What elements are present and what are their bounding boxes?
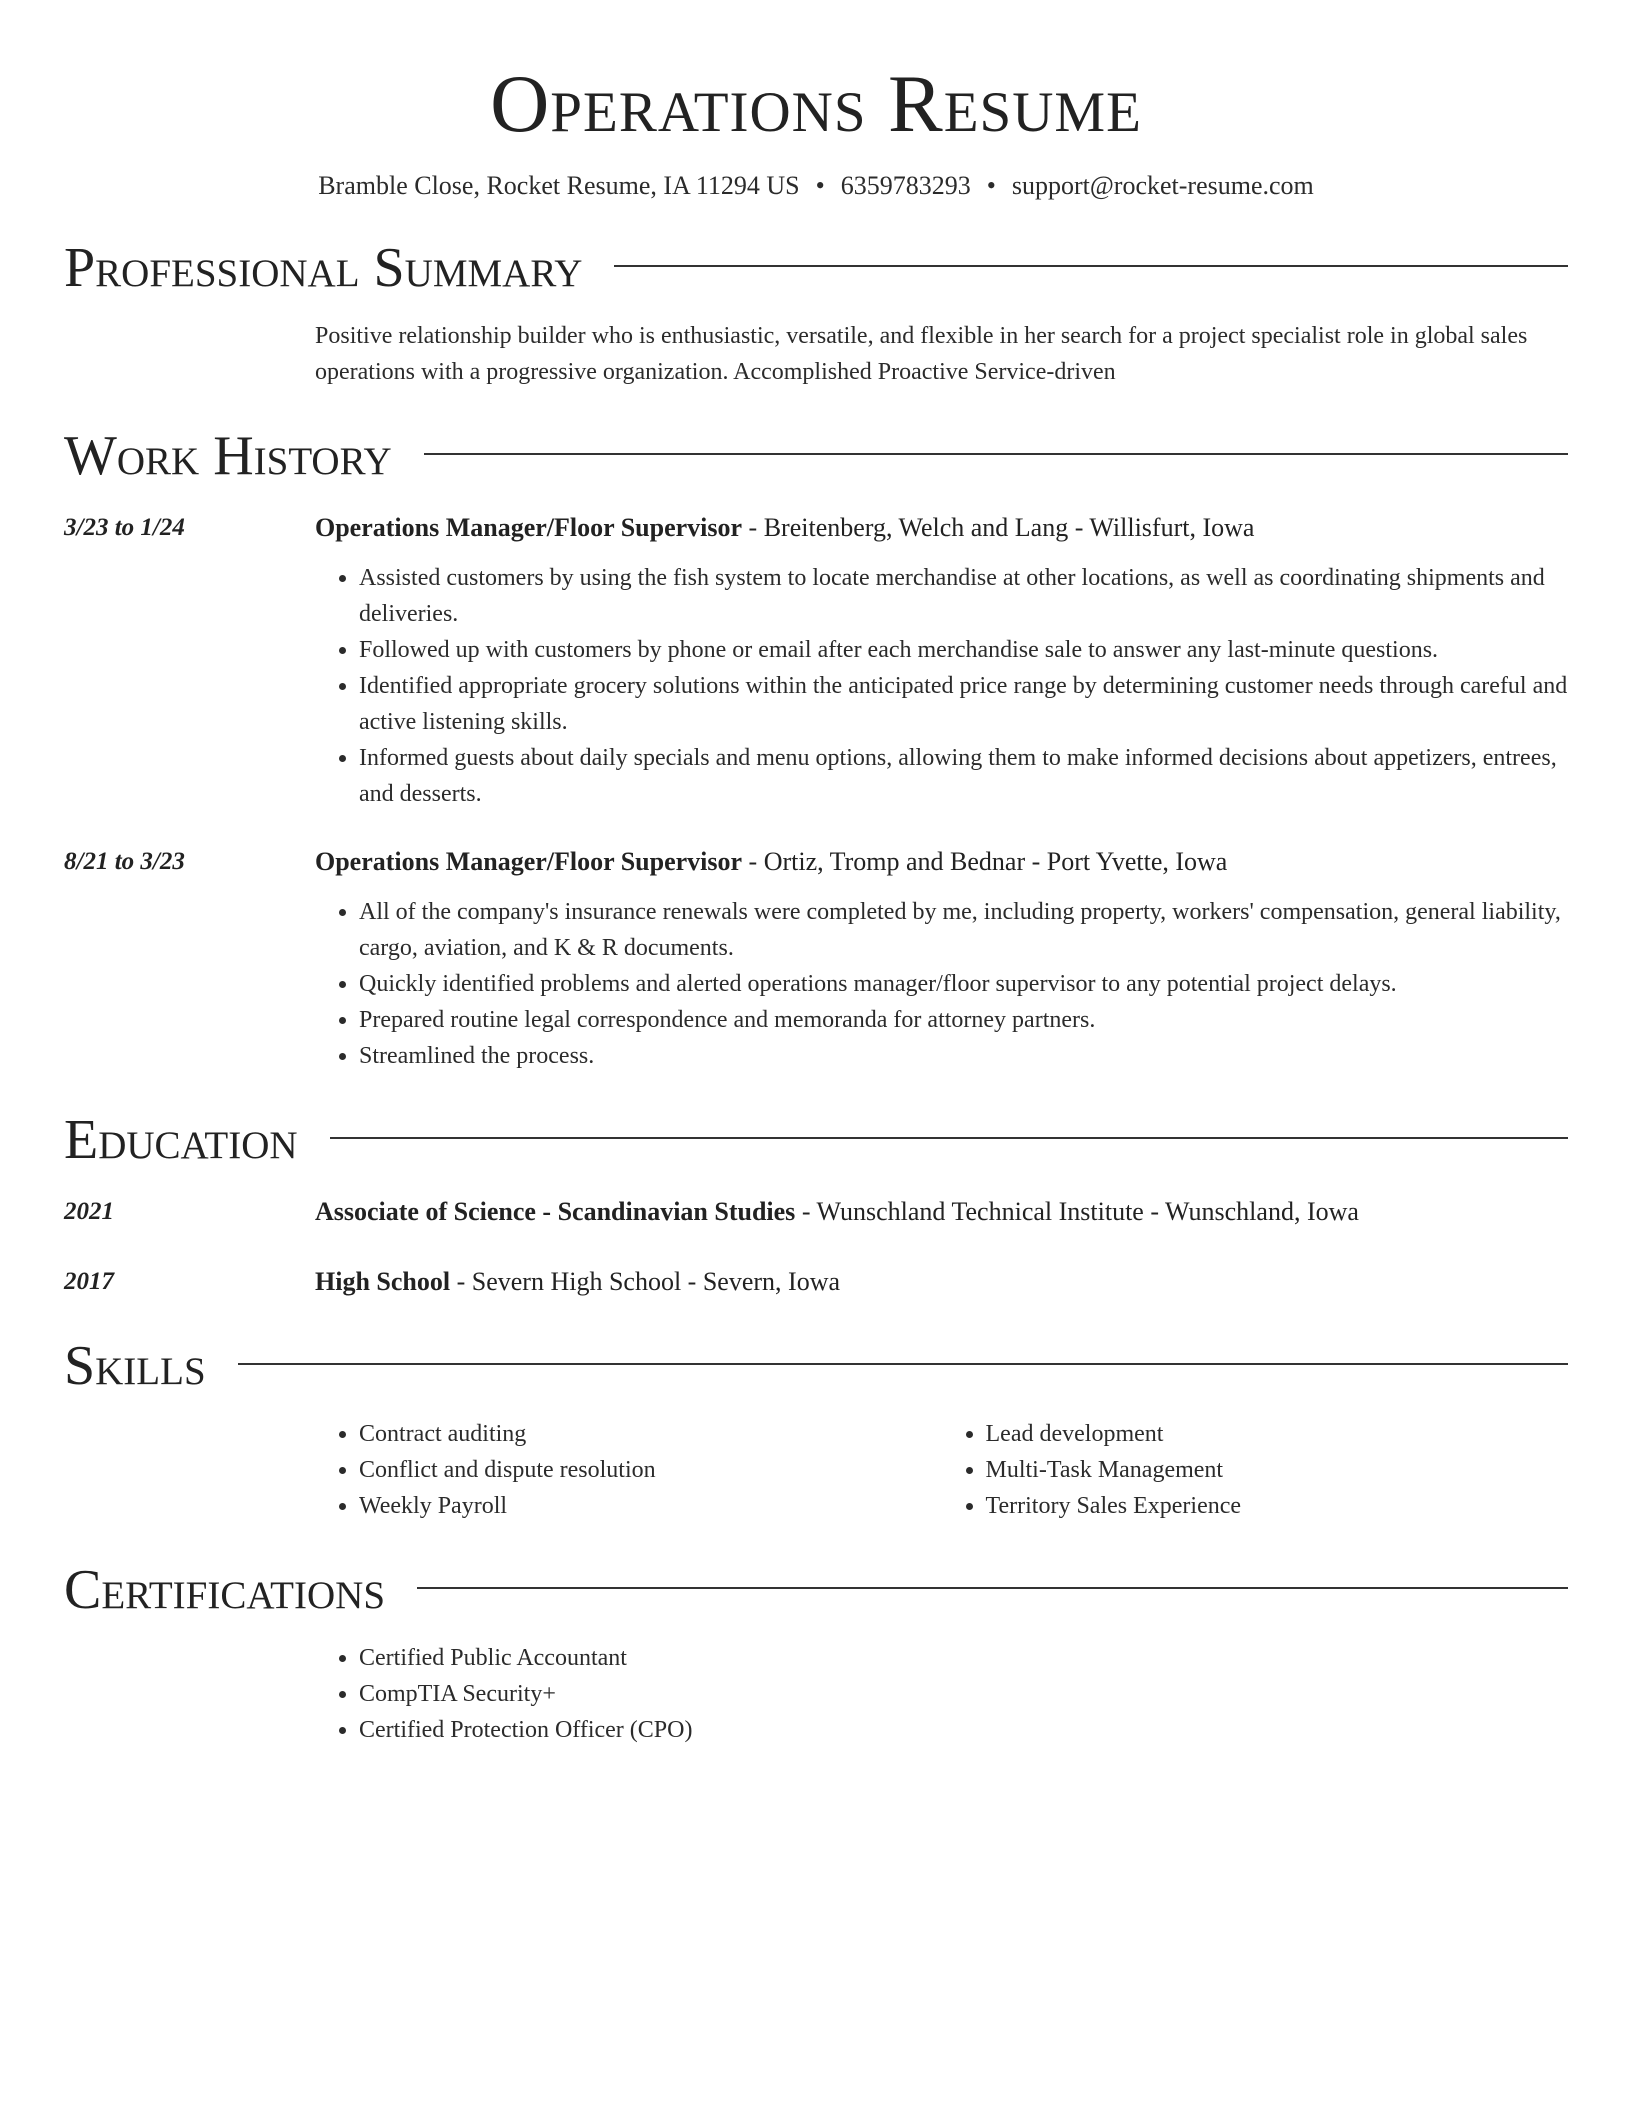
skills-column-left: [315, 1416, 942, 1524]
skills-column-right: [942, 1416, 1569, 1524]
education-school: - Severn High School - Severn, Iowa: [450, 1267, 841, 1296]
job-bullets: [315, 560, 1568, 812]
skill-item: • Contract auditing: [359, 1416, 942, 1452]
education-year: 2021: [64, 1198, 114, 1225]
job-role: Operations Manager/Floor Supervisor: [315, 847, 743, 876]
section-divider: [614, 265, 1568, 267]
education-degree: High School: [315, 1267, 451, 1296]
job-bullet: • Informed guests about daily specials and menu options, allowing them to make informed decisions about appetizers, entrees, and desserts.: [359, 740, 1568, 812]
job-entry: [64, 844, 1568, 1074]
education-line: [315, 1264, 1568, 1300]
job-bullet: • Prepared routine legal correspondence and memoranda for attorney partners.: [359, 1002, 1568, 1038]
contact-email: support@rocket-resume.com: [1011, 171, 1314, 200]
education-entry: [64, 1264, 1568, 1300]
resume-name: Operations Resume: [490, 58, 1142, 149]
certifications-section-title: Certifications: [64, 1559, 386, 1621]
education-degree: Associate of Science - Scandinavian Studies: [315, 1197, 796, 1226]
job-bullet: • Identified appropriate grocery solutions within the anticipated price range by determining customer needs through careful and active listening skills.: [359, 668, 1568, 740]
job-employer: - Ortiz, Tromp and Bednar - Port Yvette, Iowa: [742, 847, 1228, 876]
job-bullets: [315, 894, 1568, 1074]
skill-item: • Multi-Task Management: [986, 1452, 1569, 1488]
summary-text: Positive relationship builder who is enthusiastic, versatile, and flexible in her search for a project specialist role in global sales operations with a progressive organization. Accomplished Proactive Service-driven: [315, 323, 1528, 385]
certification-item: • Certified Protection Officer (CPO): [359, 1712, 1568, 1748]
education-year: 2017: [64, 1268, 114, 1295]
job-bullet: • Assisted customers by using the fish system to locate merchandise at other locations, as well as coordinating shipments and deliveries.: [359, 560, 1568, 632]
job-entry: [64, 510, 1568, 812]
skills-list: [315, 1416, 1568, 1524]
job-bullet: • All of the company's insurance renewals were completed by me, including property, workers' compensation, general liability, cargo, aviation, and K & R documents.: [359, 894, 1568, 966]
job-bullet: • Quickly identified problems and alerted operations manager/floor supervisor to any potential project delays.: [359, 966, 1568, 1002]
education-section-title: Education: [64, 1109, 298, 1171]
job-body: [315, 844, 1568, 1074]
job-bullet: • Followed up with customers by phone or email after each merchandise sale to answer any last-minute questions.: [359, 632, 1568, 668]
job-title-line: [315, 844, 1568, 880]
contact-phone: 6359783293: [840, 171, 971, 200]
education-school: - Wunschland Technical Institute - Wunschland, Iowa: [795, 1197, 1359, 1226]
certifications-bullets: [315, 1640, 1568, 1748]
education-section-header: [64, 1108, 1568, 1172]
contact-line: [64, 170, 1568, 202]
skill-item: • Weekly Payroll: [359, 1488, 942, 1524]
skill-item: • Lead development: [986, 1416, 1569, 1452]
skills-section-title: Skills: [64, 1335, 206, 1397]
section-divider: [238, 1363, 1568, 1365]
summary-section-header: [64, 236, 1568, 300]
certifications-section-header: [64, 1558, 1568, 1622]
section-divider: [424, 453, 1568, 455]
contact-address: Bramble Close, Rocket Resume, IA 11294 US: [318, 171, 800, 200]
work-section-title: Work History: [64, 425, 392, 487]
summary-section-title: Professional Summary: [64, 237, 583, 299]
job-dates: 3/23 to 1/24: [64, 514, 185, 541]
education-entry: [64, 1194, 1568, 1230]
section-divider: [417, 1587, 1568, 1589]
skill-item: • Territory Sales Experience: [986, 1488, 1569, 1524]
contact-separator: •: [986, 171, 996, 200]
certification-item: • Certified Public Accountant: [359, 1640, 1568, 1676]
job-title-line: [315, 510, 1568, 546]
education-line: [315, 1194, 1568, 1230]
job-employer: - Breitenberg, Welch and Lang - Willisfurt, Iowa: [742, 513, 1255, 542]
job-role: Operations Manager/Floor Supervisor: [315, 513, 743, 542]
section-divider: [330, 1137, 1568, 1139]
job-bullet: • Streamlined the process.: [359, 1038, 1568, 1074]
resume-page: [64, 0, 1568, 1748]
certification-item: • CompTIA Security+: [359, 1676, 1568, 1712]
job-dates: 8/21 to 3/23: [64, 848, 185, 875]
skills-section-header: [64, 1334, 1568, 1398]
certifications-list: [315, 1640, 1568, 1748]
contact-separator: •: [815, 171, 825, 200]
job-body: [315, 510, 1568, 812]
skill-item: • Conflict and dispute resolution: [359, 1452, 942, 1488]
work-section-header: [64, 424, 1568, 488]
